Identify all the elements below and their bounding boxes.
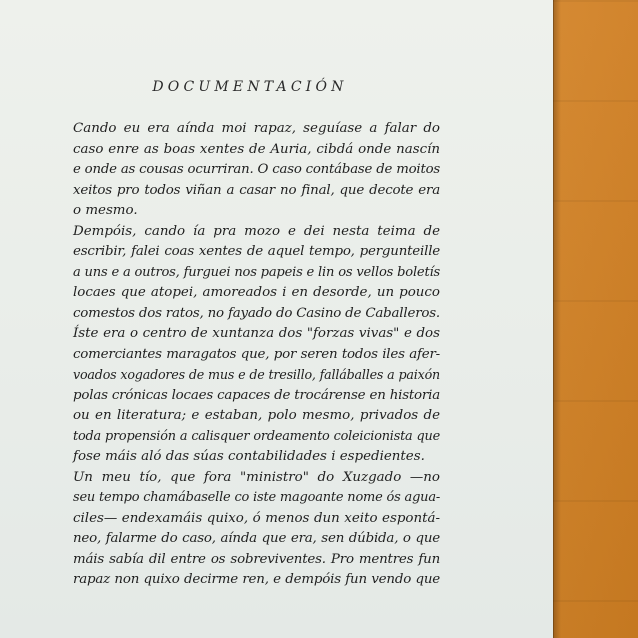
text-line: neo, falarme do caso, aínda que era, sen dúbida, o que (73, 531, 440, 546)
text-line: comestos dos ratos, no fayado do Casino de Caballeros. (73, 305, 440, 321)
text-line: máis sabía dil entre os sobreviventes. Pro mentres fun (73, 551, 440, 567)
text-line: polas crónicas locaes capaces de trocárense en historia (73, 387, 440, 403)
text-line: voados xogadores de mus e de tresillo, falláballes a paixón (73, 367, 440, 382)
text-line: escribir, falei coas xentes de aquel tempo, pergunteille (73, 244, 440, 259)
text-line: o mesmo. (73, 203, 138, 218)
text-line: locaes que atopei, amoreados i en desorde, un pouco (73, 285, 440, 300)
text-line: ou en literatura; e estaban, polo mesmo, privados de (73, 408, 440, 423)
text-line: e onde as cousas ocurriran. O caso contábase de moitos (73, 162, 440, 177)
body-text (73, 119, 440, 591)
chapter-title (0, 79, 500, 95)
text-line: Cando eu era aínda moi rapaz, seguíase a falar do (73, 121, 440, 136)
page-edge-shadow (553, 0, 561, 638)
wood-grain (552, 0, 638, 638)
text-line: ciles— endexamáis quixo, ó menos dun xeito espontá- (73, 510, 440, 526)
text-line: Un meu tío, que fora "ministro" do Xuzgado —no (73, 469, 440, 485)
text-line: fose máis aló das súas contabilidades i espedientes. (73, 449, 425, 464)
text-line: caso enre as boas xentes de Auria, cibdá onde nascín (73, 141, 440, 157)
text-line: comerciantes maragatos que, por seren todos iles afer- (73, 346, 440, 362)
text-line: toda propensión a calisquer ordeamento coleicionista que (73, 428, 440, 444)
text-line: rapaz non quixo decirme ren, e dempóis fun vendo que (73, 572, 440, 587)
text-line: Dempóis, cando ía pra mozo e dei nesta teima de (73, 223, 440, 239)
text-line: seu tempo chamábaselle co iste magoante nome ós agua- (73, 490, 441, 505)
chapter-title-text: DOCUMENTACIÓN (152, 79, 348, 95)
text-line: xeitos pro todos viñan a casar no final, que decote era (73, 182, 440, 198)
text-line: Íste era o centro de xuntanza dos "forzas vivas" e dos (73, 326, 440, 341)
text-line: a uns e a outros, furguei nos papeis e lin os vellos boletís (73, 264, 440, 280)
